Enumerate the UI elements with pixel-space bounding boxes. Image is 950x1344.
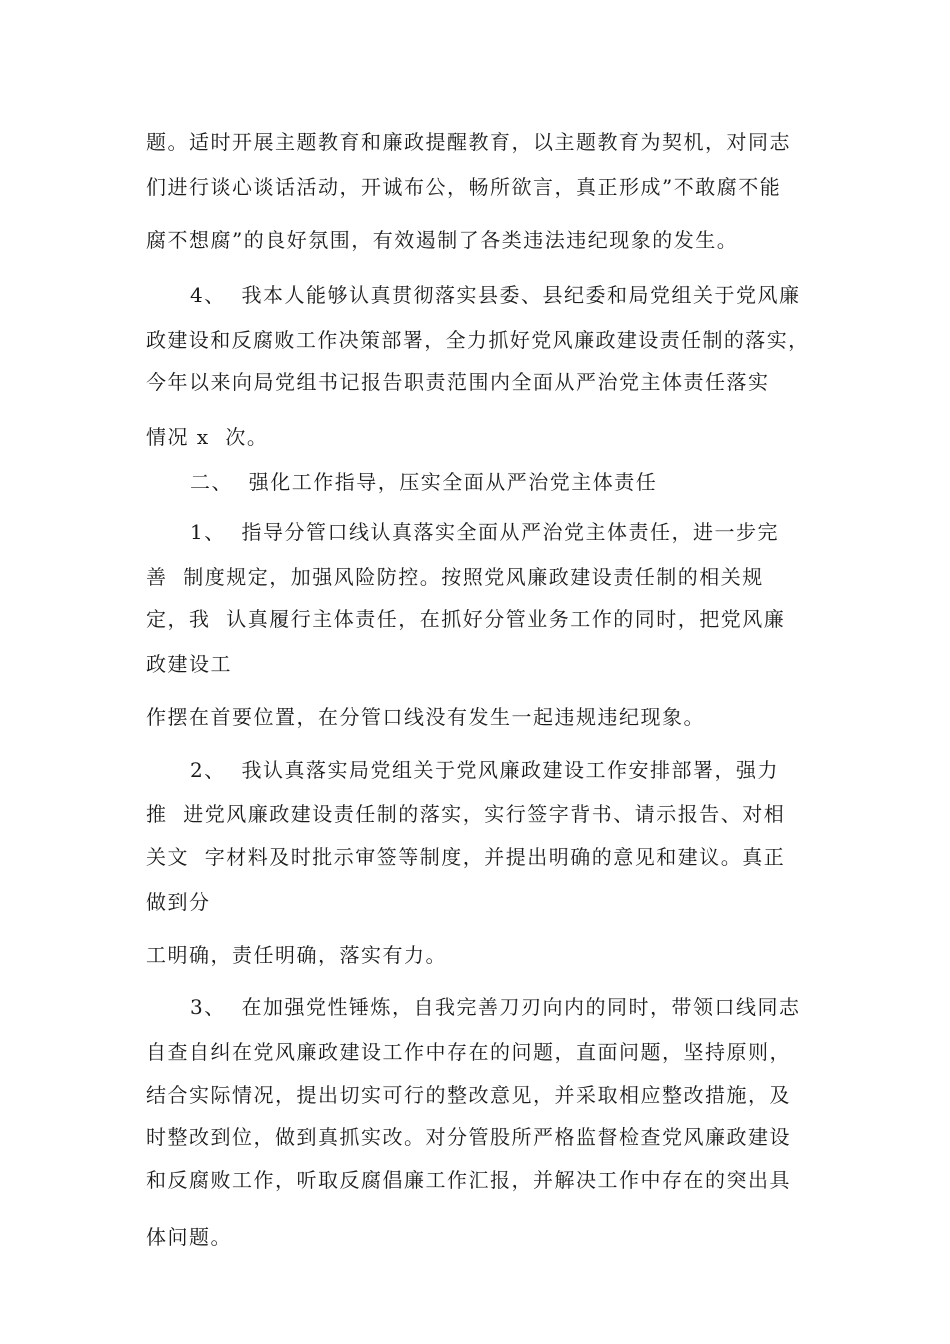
text-line: 做到分	[146, 890, 211, 914]
text-line: 关文 字材料及时批示审签等制度，并提出明确的意见和建议。真正	[146, 845, 786, 869]
text-line: 推 进党风廉政建设责任制的落实，实行签字背书、请示报告、对相	[146, 802, 786, 826]
text-line: 工明确，责任明确，落实有力。	[146, 943, 447, 967]
text-line: 情况 x 次。	[146, 425, 269, 449]
paragraph-4-line: 4、 我本人能够认真贯彻落实县委、县纪委和局党组关于党风廉	[190, 283, 801, 307]
text-line: 自查自纠在党风廉政建设工作中存在的问题，直面问题，坚持原则，	[146, 1040, 791, 1064]
text-line: 今年以来向局党组书记报告职责范围内全面从严治党主体责任落实	[146, 370, 770, 394]
text-line: 定，我 认真履行主体责任，在抓好分管业务工作的同时，把党风廉	[146, 607, 786, 631]
text-line: 时整改到位，做到真抓实改。对分管股所严格监督检查党风廉政建设	[146, 1125, 791, 1149]
paragraph-2-line: 2、 我认真落实局党组关于党风廉政建设工作安排部署，强力	[190, 758, 779, 782]
text-line: 政建设和反腐败工作决策部署，全力抓好党风廉政建设责任制的落实，	[146, 328, 810, 352]
text-line: 体问题。	[146, 1225, 232, 1249]
paragraph-1-line: 1、 指导分管口线认真落实全面从严治党主体责任，进一步完	[190, 520, 779, 544]
text-line: 善 制度规定，加强风险防控。按照党风廉政建设责任制的相关规	[146, 565, 764, 589]
text-line: 题。适时开展主题教育和廉政提醒教育，以主题教育为契机，对同志	[146, 130, 791, 154]
text-line: 和反腐败工作，听取反腐倡廉工作汇报，并解决工作中存在的突出具	[146, 1168, 791, 1192]
text-line: 结合实际情况，提出切实可行的整改意见，并采取相应整改措施，及	[146, 1083, 791, 1107]
section-heading: 二、 强化工作指导，压实全面从严治党主体责任	[190, 470, 658, 494]
text-line: 作摆在首要位置，在分管口线没有发生一起违规违纪现象。	[146, 705, 705, 729]
text-line: 政建设工	[146, 652, 232, 676]
text-line: 腐不想腐”的良好氛围，有效遏制了各类违法违纪现象的发生。	[146, 228, 739, 252]
text-line: 们进行谈心谈话活动，开诚布公，畅所欲言，真正形成”不敢腐不能	[146, 175, 782, 199]
paragraph-3-line: 3、 在加强党性锤炼，自我完善刀刃向内的同时，带领口线同志	[190, 995, 801, 1019]
